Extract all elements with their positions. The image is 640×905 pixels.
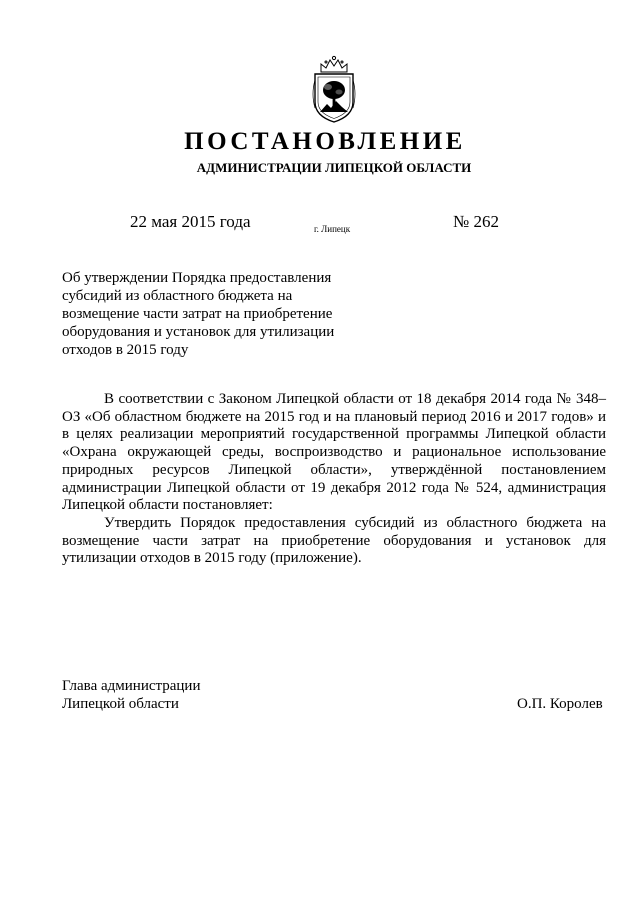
document-number: № 262 (453, 212, 499, 231)
signatory-position (62, 677, 200, 713)
coat-of-arms-icon (309, 54, 359, 126)
issuer-title: АДМИНИСТРАЦИИ ЛИПЕЦКОЙ ОБЛАСТИ (196, 160, 472, 175)
document-type-title: ПОСТАНОВЛЕНИЕ (184, 128, 466, 155)
subject-line: отходов в 2015 году (62, 342, 189, 358)
document-city: г. Липецк (314, 224, 351, 234)
subject-line: возмещение части затрат на приобретение (62, 306, 333, 322)
subject-line: Об утверждении Порядка предоставления (62, 270, 332, 286)
document-body (62, 391, 606, 568)
body-paragraph: Утвердить Порядок предоставления субсидий из областного бюджета на возмещение части затрат на приобретение оборудования и установок для утилизации отходов в 2015 году (приложение). (62, 514, 606, 567)
body-paragraph: В соответствии с Законом Липецкой области от 18 декабря 2014 года № 348–ОЗ «Об областном бюджете на 2015 год и на плановый период 2016 и 2017 годов» и в целях реализации мероприятий государственной программы Липецкой области «Охрана окружающей среды, воспроизводство и рациональное использование природных ресурсов Липецкой области», утверждённой постановлением администрации Липецкой области от 19 декабря 2012 года № 524, администрация Липецкой области постановляет: (62, 391, 606, 514)
signatory-name: О.П. Королев (517, 696, 603, 712)
signatory-position-line: Липецкой области (62, 696, 179, 712)
document-subject (62, 269, 362, 359)
signatory-position-line: Глава администрации (62, 678, 201, 694)
subject-line: оборудования и установок для утилизации (62, 324, 335, 340)
subject-line: субсидий из областного бюджета на (62, 288, 293, 304)
document-date: 22 мая 2015 года (130, 212, 251, 231)
